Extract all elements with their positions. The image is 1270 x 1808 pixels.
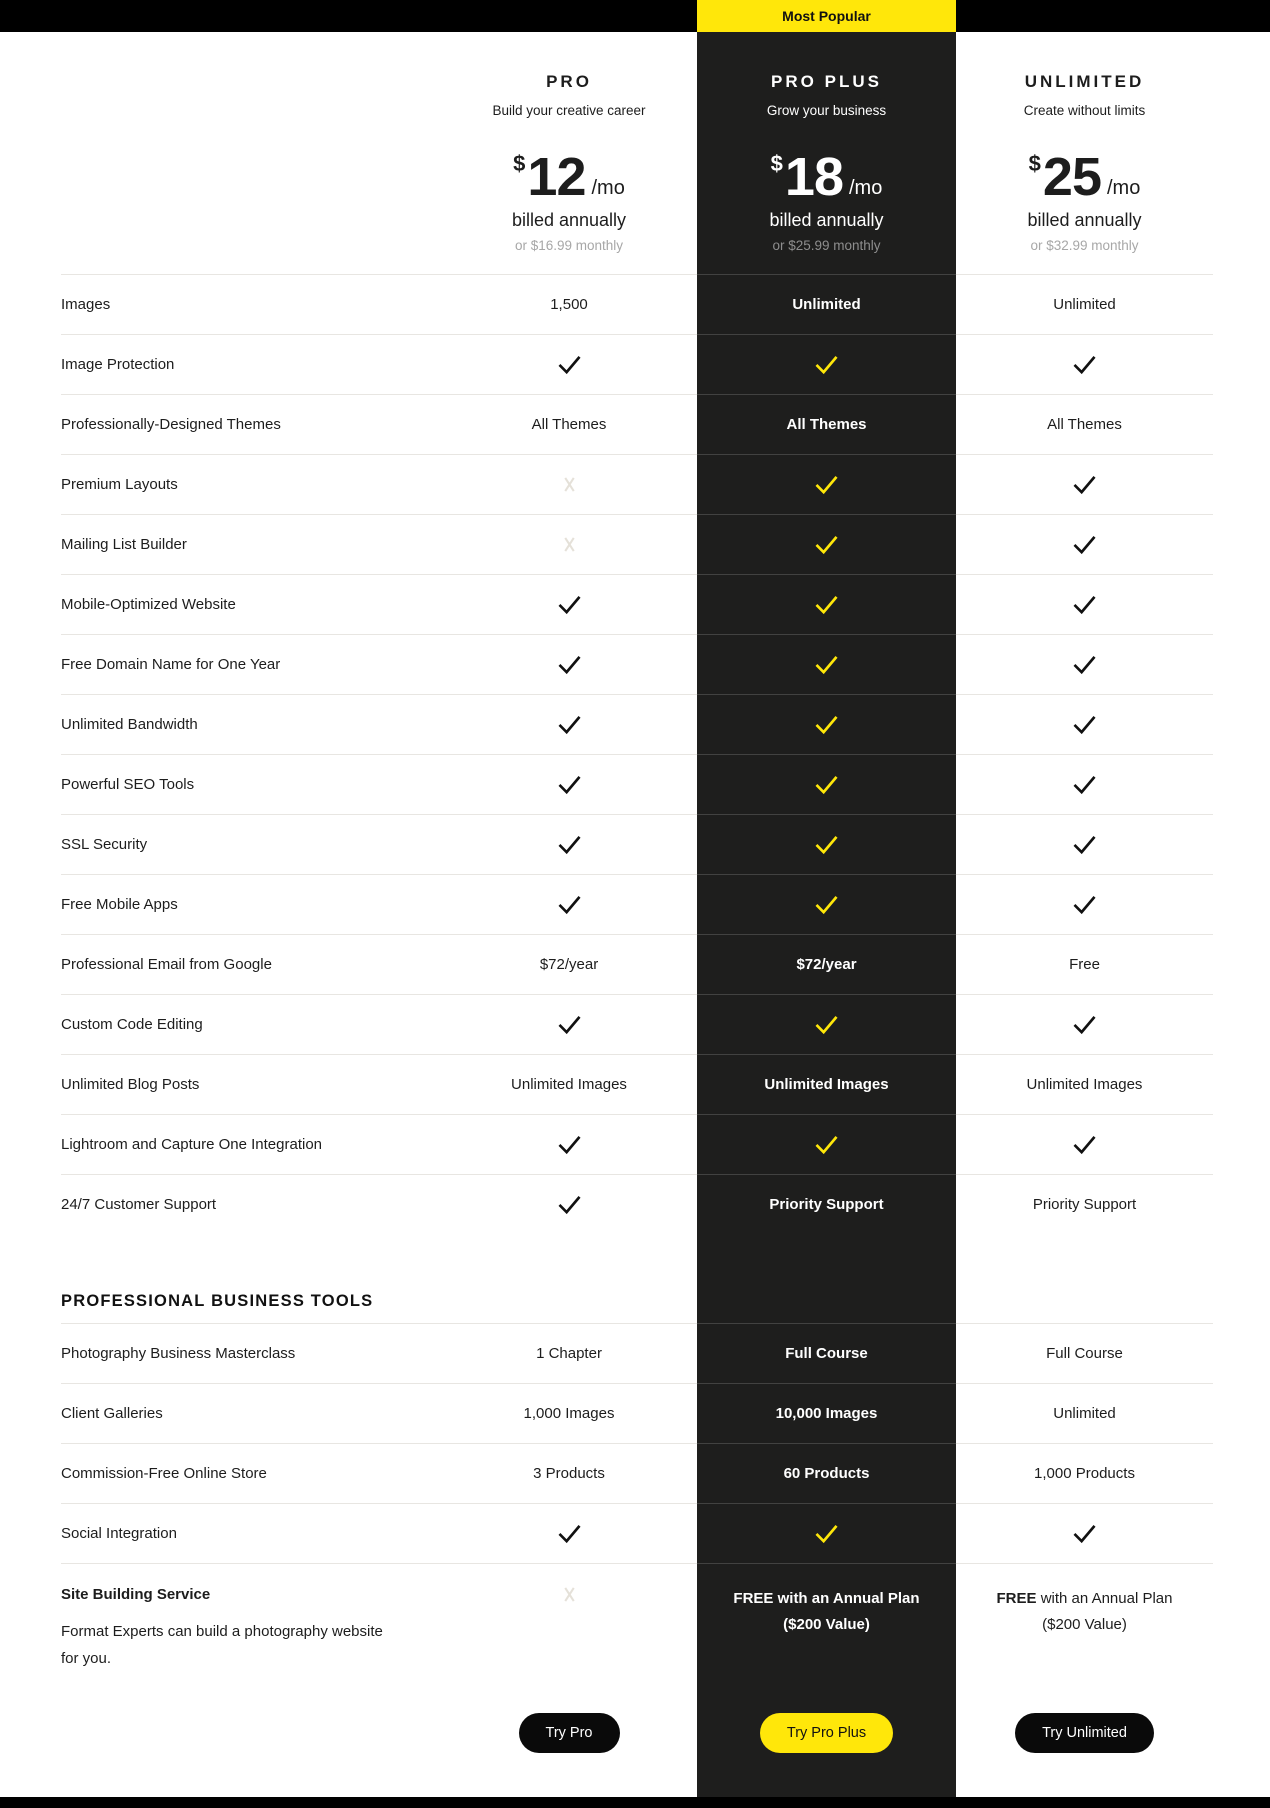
feature-row — [61, 1054, 1213, 1114]
feature-row — [61, 514, 1213, 574]
plan-price — [513, 149, 625, 207]
try-pro-button[interactable]: Try Pro — [519, 1713, 620, 1753]
feature-value — [697, 814, 956, 874]
feature-row — [61, 1383, 1213, 1443]
top-bar — [0, 0, 1270, 32]
check-icon — [1072, 1014, 1097, 1035]
feature-value — [697, 1323, 956, 1383]
feature-value — [441, 394, 697, 454]
feature-value — [956, 1503, 1213, 1563]
feature-value — [697, 754, 956, 814]
feature-label: Unlimited Blog Posts — [61, 1076, 200, 1093]
feature-value — [441, 1563, 697, 1703]
feature-value-text: $72/year — [539, 955, 599, 973]
price-period: /mo — [1106, 177, 1141, 199]
check-icon — [814, 1134, 839, 1155]
feature-value-text: Unlimited — [1053, 295, 1116, 313]
feature-label: 24/7 Customer Support — [61, 1196, 217, 1213]
feature-value-text: ($200 Value) — [1042, 1616, 1127, 1633]
x-icon — [561, 1586, 578, 1603]
feature-label: Premium Layouts — [61, 476, 178, 493]
feature-value-text: All Themes — [786, 415, 867, 433]
feature-value — [956, 754, 1213, 814]
feature-value-text: 1,000 Images — [523, 1404, 615, 1422]
plan-name: UNLIMITED — [1024, 72, 1145, 91]
site-building-row — [61, 1563, 1213, 1703]
feature-label: Professional Email from Google — [61, 956, 272, 973]
feature-value — [441, 334, 697, 394]
feature-value — [441, 1174, 697, 1234]
plan-tagline: Build your creative career — [492, 103, 646, 118]
currency-symbol: $ — [513, 151, 526, 176]
feature-section-business — [61, 1323, 1213, 1563]
price-amount: 12 — [527, 147, 586, 207]
check-icon — [1072, 354, 1097, 375]
feature-value — [441, 1114, 697, 1174]
feature-value — [956, 1174, 1213, 1234]
check-icon — [814, 354, 839, 375]
feature-value-text: 1,000 Products — [1034, 1464, 1135, 1482]
feature-value — [956, 814, 1213, 874]
feature-value-text: 10,000 Images — [775, 1404, 878, 1422]
check-icon — [557, 834, 582, 855]
plan-tagline: Create without limits — [1023, 103, 1146, 118]
check-icon — [814, 894, 839, 915]
feature-row — [61, 814, 1213, 874]
feature-value — [956, 574, 1213, 634]
check-icon — [1072, 774, 1097, 795]
feature-value-text: 1,500 — [550, 295, 588, 313]
try-pro-plus-button[interactable]: Try Pro Plus — [760, 1713, 893, 1753]
feature-value-text: Free — [1069, 955, 1100, 973]
plan-name: PRO — [546, 72, 592, 91]
check-icon — [814, 714, 839, 735]
feature-row — [61, 934, 1213, 994]
feature-label: Site Building Service — [61, 1586, 211, 1603]
check-icon — [814, 834, 839, 855]
feature-description: Format Experts can build a photography website for you. — [61, 1623, 383, 1667]
feature-value-text: $72/year — [796, 955, 857, 973]
monthly-price-note: or $16.99 monthly — [514, 238, 624, 253]
plan-name: PRO PLUS — [771, 72, 882, 91]
feature-label: Image Protection — [61, 356, 175, 373]
check-icon — [1072, 534, 1097, 555]
feature-value — [956, 514, 1213, 574]
feature-value — [697, 634, 956, 694]
check-icon — [814, 1014, 839, 1035]
check-icon — [1072, 834, 1097, 855]
feature-value — [697, 694, 956, 754]
feature-row — [61, 694, 1213, 754]
check-icon — [557, 1014, 582, 1035]
feature-value — [956, 1383, 1213, 1443]
feature-value — [441, 1503, 697, 1563]
feature-row — [61, 334, 1213, 394]
section-heading: PROFESSIONAL BUSINESS TOOLS — [61, 1292, 374, 1310]
feature-value — [956, 454, 1213, 514]
check-icon — [557, 894, 582, 915]
feature-row — [61, 1114, 1213, 1174]
feature-value-text: Unlimited Images — [764, 1075, 889, 1093]
feature-row — [61, 574, 1213, 634]
feature-value — [441, 874, 697, 934]
check-icon — [1072, 654, 1097, 675]
feature-label: Mailing List Builder — [61, 536, 187, 553]
plan-tagline: Grow your business — [766, 103, 887, 118]
check-icon — [814, 534, 839, 555]
feature-value — [697, 934, 956, 994]
feature-value-text: Unlimited — [1053, 1404, 1116, 1422]
feature-value — [956, 1563, 1213, 1703]
feature-label: Images — [61, 296, 111, 313]
feature-value — [956, 274, 1213, 334]
billing-cycle: billed annually — [511, 210, 627, 230]
feature-label: Free Domain Name for One Year — [61, 656, 281, 673]
feature-label: Custom Code Editing — [61, 1016, 203, 1033]
feature-value — [697, 1383, 956, 1443]
feature-value — [697, 1503, 956, 1563]
feature-value-text: FREE with an Annual Plan — [996, 1590, 1173, 1607]
feature-value-text: 3 Products — [533, 1464, 605, 1482]
feature-value-text: All Themes — [531, 415, 607, 433]
feature-value — [697, 514, 956, 574]
pricing-table — [61, 32, 1213, 1797]
feature-value — [441, 694, 697, 754]
feature-label: Social Integration — [61, 1525, 177, 1542]
price-amount: 25 — [1042, 147, 1101, 207]
feature-value — [956, 1054, 1213, 1114]
feature-row — [61, 454, 1213, 514]
check-icon — [814, 1523, 839, 1544]
monthly-price-note: or $25.99 monthly — [772, 238, 881, 253]
feature-value — [441, 274, 697, 334]
feature-value — [441, 514, 697, 574]
feature-row — [61, 1323, 1213, 1383]
feature-row — [61, 1174, 1213, 1234]
section-heading-row — [61, 1234, 1213, 1323]
feature-value-text: 60 Products — [783, 1464, 870, 1482]
feature-value — [441, 1054, 697, 1114]
check-icon — [1072, 1523, 1097, 1544]
feature-row — [61, 1503, 1213, 1563]
feature-label: SSL Security — [61, 836, 148, 853]
feature-value — [956, 994, 1213, 1054]
currency-symbol: $ — [770, 151, 783, 176]
plan-price — [771, 149, 883, 207]
feature-value — [441, 754, 697, 814]
feature-value — [441, 634, 697, 694]
feature-value — [697, 1174, 956, 1234]
feature-value — [441, 994, 697, 1054]
feature-value — [441, 934, 697, 994]
feature-value — [956, 874, 1213, 934]
feature-row — [61, 634, 1213, 694]
billing-cycle: billed annually — [1027, 210, 1142, 230]
check-icon — [557, 354, 582, 375]
feature-label: Unlimited Bandwidth — [61, 716, 198, 733]
feature-label: Powerful SEO Tools — [61, 776, 195, 793]
feature-row — [61, 1443, 1213, 1503]
feature-row — [61, 874, 1213, 934]
check-icon — [1072, 714, 1097, 735]
check-icon — [557, 1194, 582, 1215]
feature-value — [697, 1114, 956, 1174]
feature-value — [697, 394, 956, 454]
feature-row — [61, 274, 1213, 334]
check-icon — [1072, 894, 1097, 915]
feature-value-text: Priority Support — [769, 1195, 884, 1213]
feature-value — [441, 1323, 697, 1383]
feature-value-text: Unlimited Images — [511, 1075, 627, 1093]
feature-value — [441, 814, 697, 874]
feature-value-text: All Themes — [1047, 415, 1122, 433]
feature-value — [956, 694, 1213, 754]
plan-header-pro — [441, 32, 697, 274]
feature-value — [697, 1563, 956, 1703]
check-icon — [557, 774, 582, 795]
feature-value — [697, 574, 956, 634]
feature-value — [697, 274, 956, 334]
feature-section-main — [61, 274, 1213, 1234]
check-icon — [557, 1523, 582, 1544]
check-icon — [814, 774, 839, 795]
check-icon — [1072, 594, 1097, 615]
check-icon — [557, 654, 582, 675]
most-popular-badge: Most Popular — [697, 0, 956, 32]
plan-header-pro-plus — [697, 32, 956, 274]
check-icon — [557, 594, 582, 615]
feature-value-text: FREE with an Annual Plan — [733, 1590, 920, 1607]
plan-header-unlimited — [956, 32, 1213, 274]
feature-value — [697, 454, 956, 514]
feature-value — [697, 874, 956, 934]
feature-value — [956, 934, 1213, 994]
check-icon — [557, 714, 582, 735]
feature-value — [956, 634, 1213, 694]
check-icon — [557, 1134, 582, 1155]
feature-label: Lightroom and Capture One Integration — [61, 1136, 322, 1153]
feature-value-text: Full Course — [1046, 1344, 1123, 1362]
plan-price — [1029, 149, 1141, 207]
feature-value — [697, 334, 956, 394]
feature-value-text: Unlimited — [792, 295, 861, 313]
feature-row — [61, 394, 1213, 454]
check-icon — [1072, 1134, 1097, 1155]
plan-header-row — [61, 32, 1213, 274]
feature-row — [61, 994, 1213, 1054]
feature-value-text: 1 Chapter — [536, 1344, 602, 1362]
feature-value-text: Priority Support — [1032, 1195, 1137, 1213]
feature-value — [956, 1323, 1213, 1383]
cta-row — [61, 1703, 1213, 1797]
x-icon — [561, 476, 578, 493]
feature-label: Mobile-Optimized Website — [61, 596, 236, 613]
feature-label: Professionally-Designed Themes — [61, 416, 281, 433]
feature-value — [956, 334, 1213, 394]
check-icon — [1072, 474, 1097, 495]
feature-row — [61, 754, 1213, 814]
billing-cycle: billed annually — [769, 210, 884, 230]
feature-value — [956, 394, 1213, 454]
monthly-price-note: or $32.99 monthly — [1030, 238, 1139, 253]
feature-value — [441, 454, 697, 514]
feature-value — [956, 1443, 1213, 1503]
x-icon — [561, 536, 578, 553]
price-period: /mo — [591, 177, 625, 199]
price-period: /mo — [848, 177, 883, 199]
bottom-bar — [0, 1797, 1270, 1808]
feature-value — [697, 1054, 956, 1114]
try-unlimited-button[interactable]: Try Unlimited — [1015, 1713, 1154, 1753]
check-icon — [814, 474, 839, 495]
currency-symbol: $ — [1028, 151, 1041, 176]
feature-label: Commission-Free Online Store — [61, 1465, 267, 1482]
feature-label: Free Mobile Apps — [61, 896, 178, 913]
price-amount: 18 — [784, 147, 843, 207]
feature-value-text: Unlimited Images — [1026, 1075, 1143, 1093]
feature-value — [441, 1383, 697, 1443]
feature-value — [697, 994, 956, 1054]
feature-value — [441, 1443, 697, 1503]
check-icon — [814, 594, 839, 615]
feature-value-text: Full Course — [785, 1344, 868, 1362]
feature-label: Photography Business Masterclass — [61, 1345, 296, 1362]
feature-label: Client Galleries — [61, 1405, 163, 1422]
feature-value — [697, 1443, 956, 1503]
feature-value — [956, 1114, 1213, 1174]
header-spacer — [61, 32, 441, 274]
feature-value-text: ($200 Value) — [783, 1616, 870, 1633]
check-icon — [814, 654, 839, 675]
feature-value — [441, 574, 697, 634]
